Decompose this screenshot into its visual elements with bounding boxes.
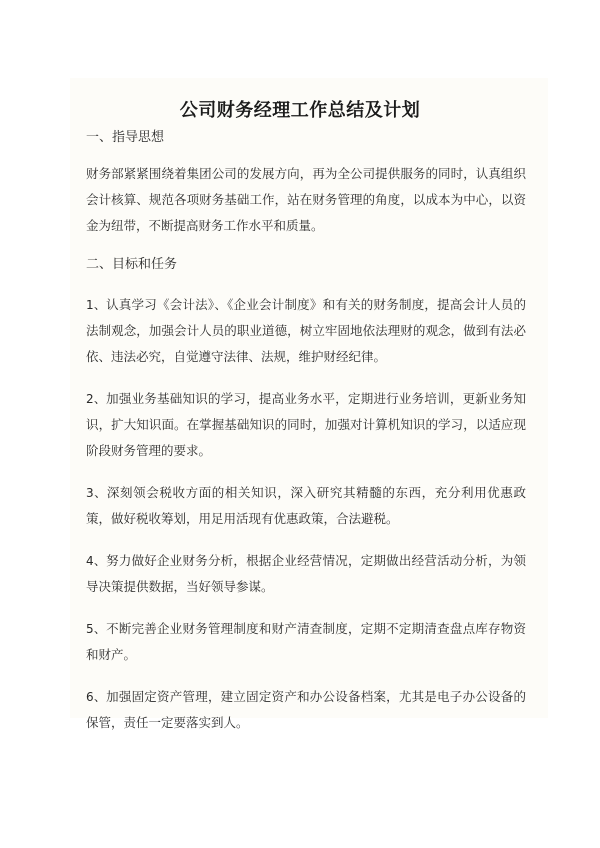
list-item — [86, 480, 526, 532]
document-body — [86, 128, 526, 736]
list-item-text: 加强固定资产管理，建立固定资产和办公设备档案，尤其是电子办公设备的保管，责任一定要落实到人。 — [86, 689, 526, 730]
list-item-number: 2、 — [86, 392, 107, 406]
list-item — [86, 292, 526, 370]
section-heading-guiding-ideology: 一、指导思想 — [86, 130, 165, 145]
list-item-text: 努力做好企业财务分析，根据企业经营情况，定期做出经营活动分析，为领导决策提供数据，当好领导参谋。 — [86, 553, 526, 594]
list-item-number: 1、 — [86, 298, 107, 312]
list-item-text: 深刻领会税收方面的相关知识，深入研究其精髓的东西，充分利用优惠政策，做好税收筹划，用足用活现有优惠政策，合法避税。 — [86, 485, 526, 526]
list-item — [86, 684, 526, 736]
list-item-text: 认真学习《会计法》、《企业会计制度》和有关的财务制度，提高会计人员的法制观念，加强会计人员的职业道德，树立牢固地依法理财的观念，做到有法必依、违法必究，自觉遵守法律、法规，维护财经纪律。 — [86, 297, 526, 364]
list-item — [86, 386, 526, 464]
list-item-number: 3、 — [86, 486, 107, 500]
list-item-text: 不断完善企业财务管理制度和财产清查制度，定期不定期清查盘点库存物资和财产。 — [86, 621, 526, 662]
list-item — [86, 548, 526, 600]
document-title: 公司财务经理工作总结及计划 — [179, 100, 421, 121]
list-item-number: 5、 — [86, 622, 107, 636]
list-item-number: 6、 — [86, 690, 107, 704]
list-item-number: 4、 — [86, 554, 107, 568]
list-item-text: 加强业务基础知识的学习，提高业务水平，定期进行业务培训，更新业务知识，扩大知识面。在掌握基础知识的同时，加强对计算机知识的学习，以适应现阶段财务管理的要求。 — [86, 391, 526, 458]
list-item — [86, 616, 526, 668]
section-paragraph-guiding-ideology: 财务部紧紧围绕着集团公司的发展方向，再为全公司提供服务的同时，认真组织会计核算、规范各项财务基础工作，站在财务管理的角度，以成本为中心，以资金为纽带，不断提高财务工作水平和质量。 — [86, 166, 526, 233]
section-heading-goals-tasks: 二、目标和任务 — [86, 257, 178, 272]
